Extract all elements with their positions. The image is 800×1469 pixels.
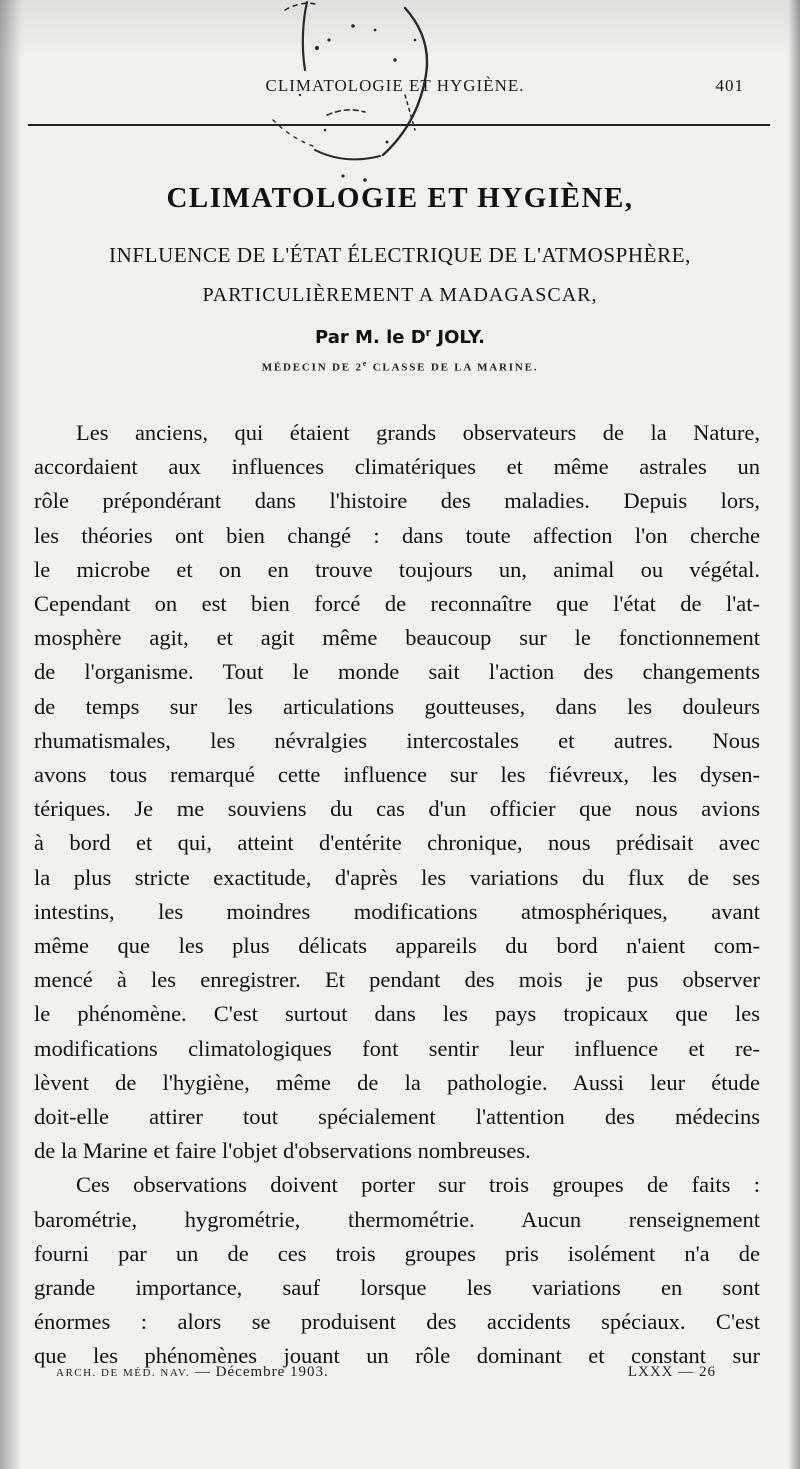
article-subtitle-line1: INFLUENCE DE L'ÉTAT ÉLECTRIQUE DE L'ATMOSPHÈRE, [109, 243, 691, 267]
footer-volume: LXXX — 26 [627, 1364, 716, 1380]
article-body [34, 416, 760, 1374]
body-line: à bord et qui, atteint d'entérite chronique, nous prédisait avec [34, 830, 760, 856]
rank-suffix: CLASSE DE LA MARINE. [372, 361, 539, 374]
body-line: doit-elle attirer tout spécialement l'attention des médecins [34, 1104, 760, 1130]
page-footer [56, 1364, 716, 1388]
page-edge-shadow-left [0, 0, 22, 1469]
body-line: avons tous remarqué cette influence sur les fiévreux, les dysen- [34, 762, 760, 788]
body-line: modifications climatologiques font sentir leur influence et re- [34, 1035, 760, 1061]
body-line: rhumatismales, les névralgies intercostales et autres. Nous [34, 727, 760, 753]
body-line: de l'organisme. Tout le monde sait l'action des changements [34, 659, 760, 685]
article-title: CLIMATOLOGIE ET HYGIÈNE, [166, 182, 634, 214]
body-line: Ces observations doivent porter sur trois groupes de faits : [76, 1172, 760, 1198]
page-number: 401 [715, 76, 744, 95]
body-line: mencé à les enregistrer. Et pendant des mois je pus observer [34, 967, 760, 993]
rank-sup: e [362, 359, 369, 368]
header-rule [28, 124, 770, 126]
footer-journal: ARCH. DE MÉD. NAV. [56, 1367, 191, 1379]
body-line: de temps sur les articulations goutteuses, dans les douleurs [34, 693, 760, 719]
author-title-sup: r [425, 326, 432, 339]
library-stamp [255, 0, 455, 195]
author-rank [0, 359, 800, 374]
body-line: mosphère agit, et agit même beaucoup sur le fonctionnement [34, 625, 760, 651]
running-title: CLIMATOLOGIE ET HYGIÈNE. [265, 76, 525, 95]
body-line: que les phénomènes jouant un rôle dominant et constant sur [34, 1343, 760, 1369]
author-prefix: Par M. le D [315, 327, 426, 348]
author-name: JOLY. [437, 327, 485, 348]
body-line: la plus stricte exactitude, d'après les variations du flux de ses [34, 864, 760, 890]
body-line: le phénomène. C'est surtout dans les pays tropicaux que les [34, 1001, 760, 1027]
footer-citation [56, 1364, 329, 1381]
body-line: intestins, les moindres modifications atmosphériques, avant [34, 898, 760, 924]
footer-date: — Décembre 1903. [194, 1364, 329, 1380]
article-subtitle-line2: PARTICULIÈREMENT A MADAGASCAR, [202, 284, 598, 306]
body-line: même que les plus délicats appareils du bord n'aient com- [34, 933, 760, 959]
page-edge-shadow-right [788, 0, 800, 1469]
body-line: les théories ont bien changé : dans toute affection l'on cherche [34, 522, 760, 548]
body-line: accordaient aux influences climatériques et même astrales un [34, 454, 760, 480]
author-line [0, 326, 800, 348]
body-line: le microbe et on en trouve toujours un, animal ou végétal. [34, 556, 760, 582]
body-line: de la Marine et faire l'objet d'observations nombreuses. [34, 1138, 531, 1164]
body-line: grande importance, sauf lorsque les variations en sont [34, 1275, 760, 1301]
body-line: Cependant on est bien forcé de reconnaître que l'état de l'at- [34, 591, 760, 617]
body-line: barométrie, hygrométrie, thermométrie. Aucun renseignement [34, 1206, 760, 1232]
rank-prefix: MÉDECIN DE 2 [261, 361, 363, 374]
body-line: tériques. Je me souviens du cas d'un officier que nous avions [34, 796, 760, 822]
body-line: fourni par un de ces trois groupes pris isolément n'a de [34, 1240, 760, 1266]
body-line: rôle prépondérant dans l'histoire des maladies. Depuis lors, [34, 488, 760, 514]
body-line: lèvent de l'hygiène, même de la pathologie. Aussi leur étude [34, 1069, 760, 1095]
body-line: énormes : alors se produisent des accidents spéciaux. C'est [34, 1309, 760, 1335]
body-line: Les anciens, qui étaient grands observateurs de la Nature, [76, 420, 760, 445]
